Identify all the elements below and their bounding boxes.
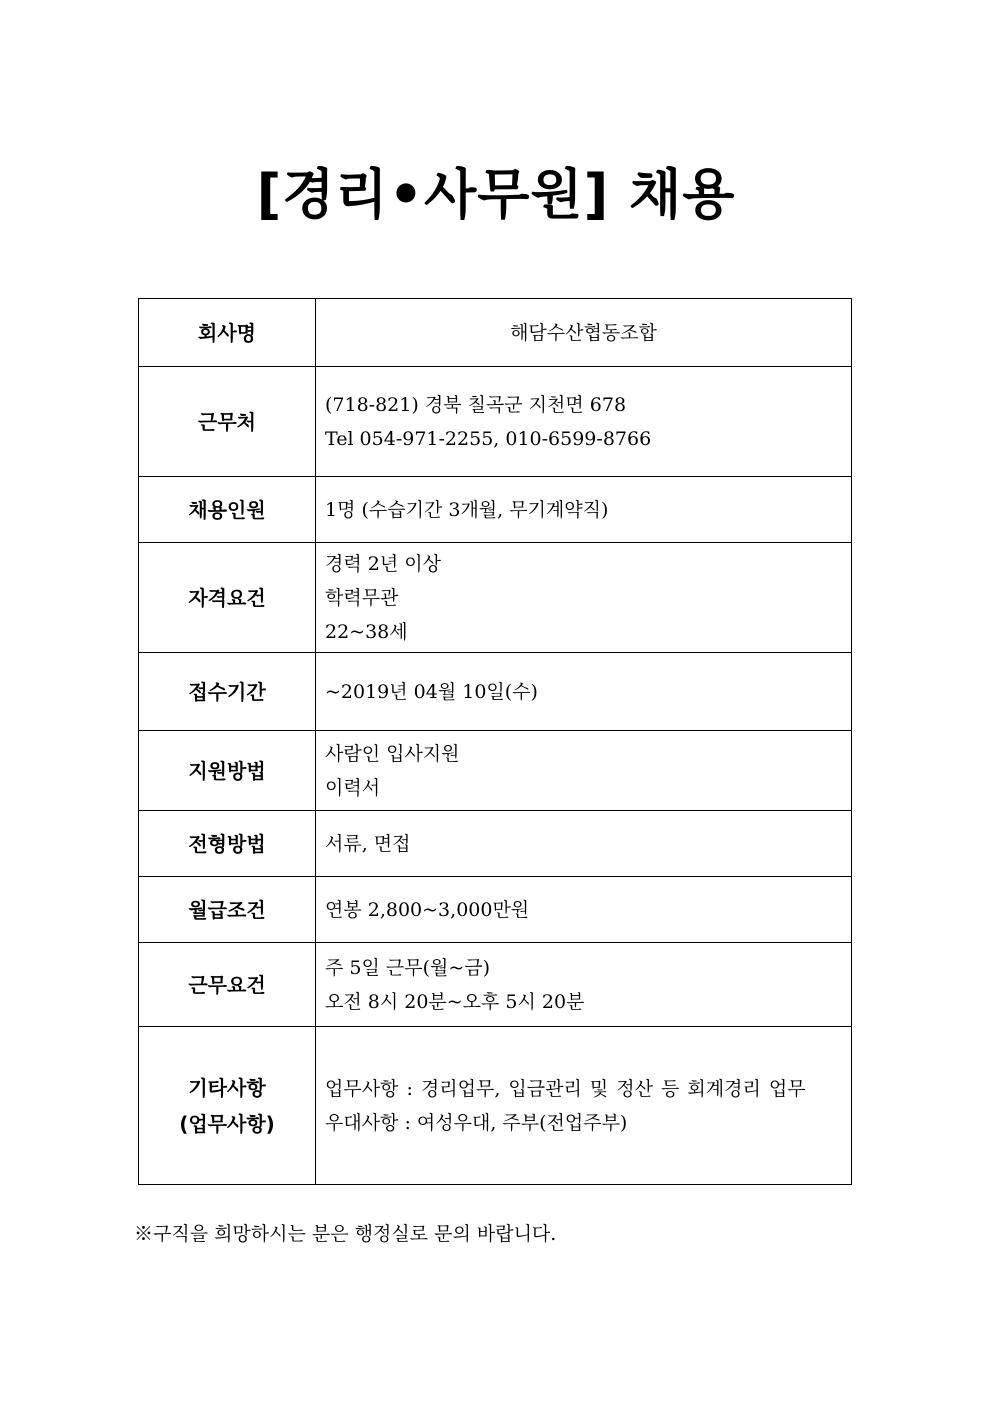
application-method-line: 이력서 xyxy=(325,776,381,799)
row-label: 접수기간 xyxy=(139,653,316,731)
row-label: 자격요건 xyxy=(139,543,316,653)
application-period-text: ~2019년 04월 10일(수) xyxy=(325,680,538,703)
working-condition-line: 오전 8시 20분~오후 5시 20분 xyxy=(325,990,585,1013)
row-value xyxy=(316,543,852,653)
table-row-working-conditions xyxy=(139,943,852,1027)
table-row-selection-process xyxy=(139,811,852,877)
duties-line: 업무사항 : 경리업무, 입금관리 및 정산 등 회계경리 업무 xyxy=(325,1077,806,1100)
page-title: [경리•사무원] 채용 xyxy=(256,163,736,226)
row-value xyxy=(316,877,852,943)
row-label: 회사명 xyxy=(139,299,316,367)
row-value xyxy=(316,367,852,477)
working-condition-line: 주 5일 근무(월~금) xyxy=(325,956,491,979)
qualification-line: 학력무관 xyxy=(325,586,399,609)
row-label-line: 기타사항 xyxy=(188,1075,266,1100)
workplace-phone: Tel 054-971-2255, 010-6599-8766 xyxy=(325,427,652,450)
row-label: 전형방법 xyxy=(139,811,316,877)
row-label xyxy=(139,1027,316,1185)
row-label: 근무처 xyxy=(139,367,316,477)
row-value xyxy=(316,1027,852,1185)
row-value xyxy=(316,299,852,367)
headcount-text: 1명 (수습기간 3개월, 무기계약직) xyxy=(325,498,609,521)
recruitment-info-table xyxy=(138,298,852,1185)
preference-line: 우대사항 : 여성우대, 주부(전업주부) xyxy=(325,1111,628,1134)
row-label: 월급조건 xyxy=(139,877,316,943)
qualification-line: 경력 2년 이상 xyxy=(325,552,441,575)
table-row-salary xyxy=(139,877,852,943)
company-name: 해담수산협동조합 xyxy=(510,321,657,344)
row-value xyxy=(316,943,852,1027)
table-row-qualifications xyxy=(139,543,852,653)
row-value xyxy=(316,653,852,731)
row-label: 지원방법 xyxy=(139,731,316,811)
table-row-application-period xyxy=(139,653,852,731)
selection-process-text: 서류, 면접 xyxy=(325,832,411,855)
table-row-headcount xyxy=(139,477,852,543)
application-method-line: 사람인 입사지원 xyxy=(325,742,460,765)
row-label: 채용인원 xyxy=(139,477,316,543)
table-row-application-method xyxy=(139,731,852,811)
contact-notice: ※구직을 희망하시는 분은 행정실로 문의 바랍니다. xyxy=(134,1223,557,1245)
row-value xyxy=(316,811,852,877)
salary-text: 연봉 2,800~3,000만원 xyxy=(325,898,530,921)
row-label: 근무요건 xyxy=(139,943,316,1027)
table-row-workplace xyxy=(139,367,852,477)
table-row-company xyxy=(139,299,852,367)
row-value xyxy=(316,477,852,543)
workplace-address: (718-821) 경북 칠곡군 지천면 678 xyxy=(325,393,627,416)
qualification-line: 22~38세 xyxy=(325,620,408,643)
table-row-other-notes xyxy=(139,1027,852,1185)
row-label-line: (업무사항) xyxy=(179,1111,275,1136)
row-value xyxy=(316,731,852,811)
